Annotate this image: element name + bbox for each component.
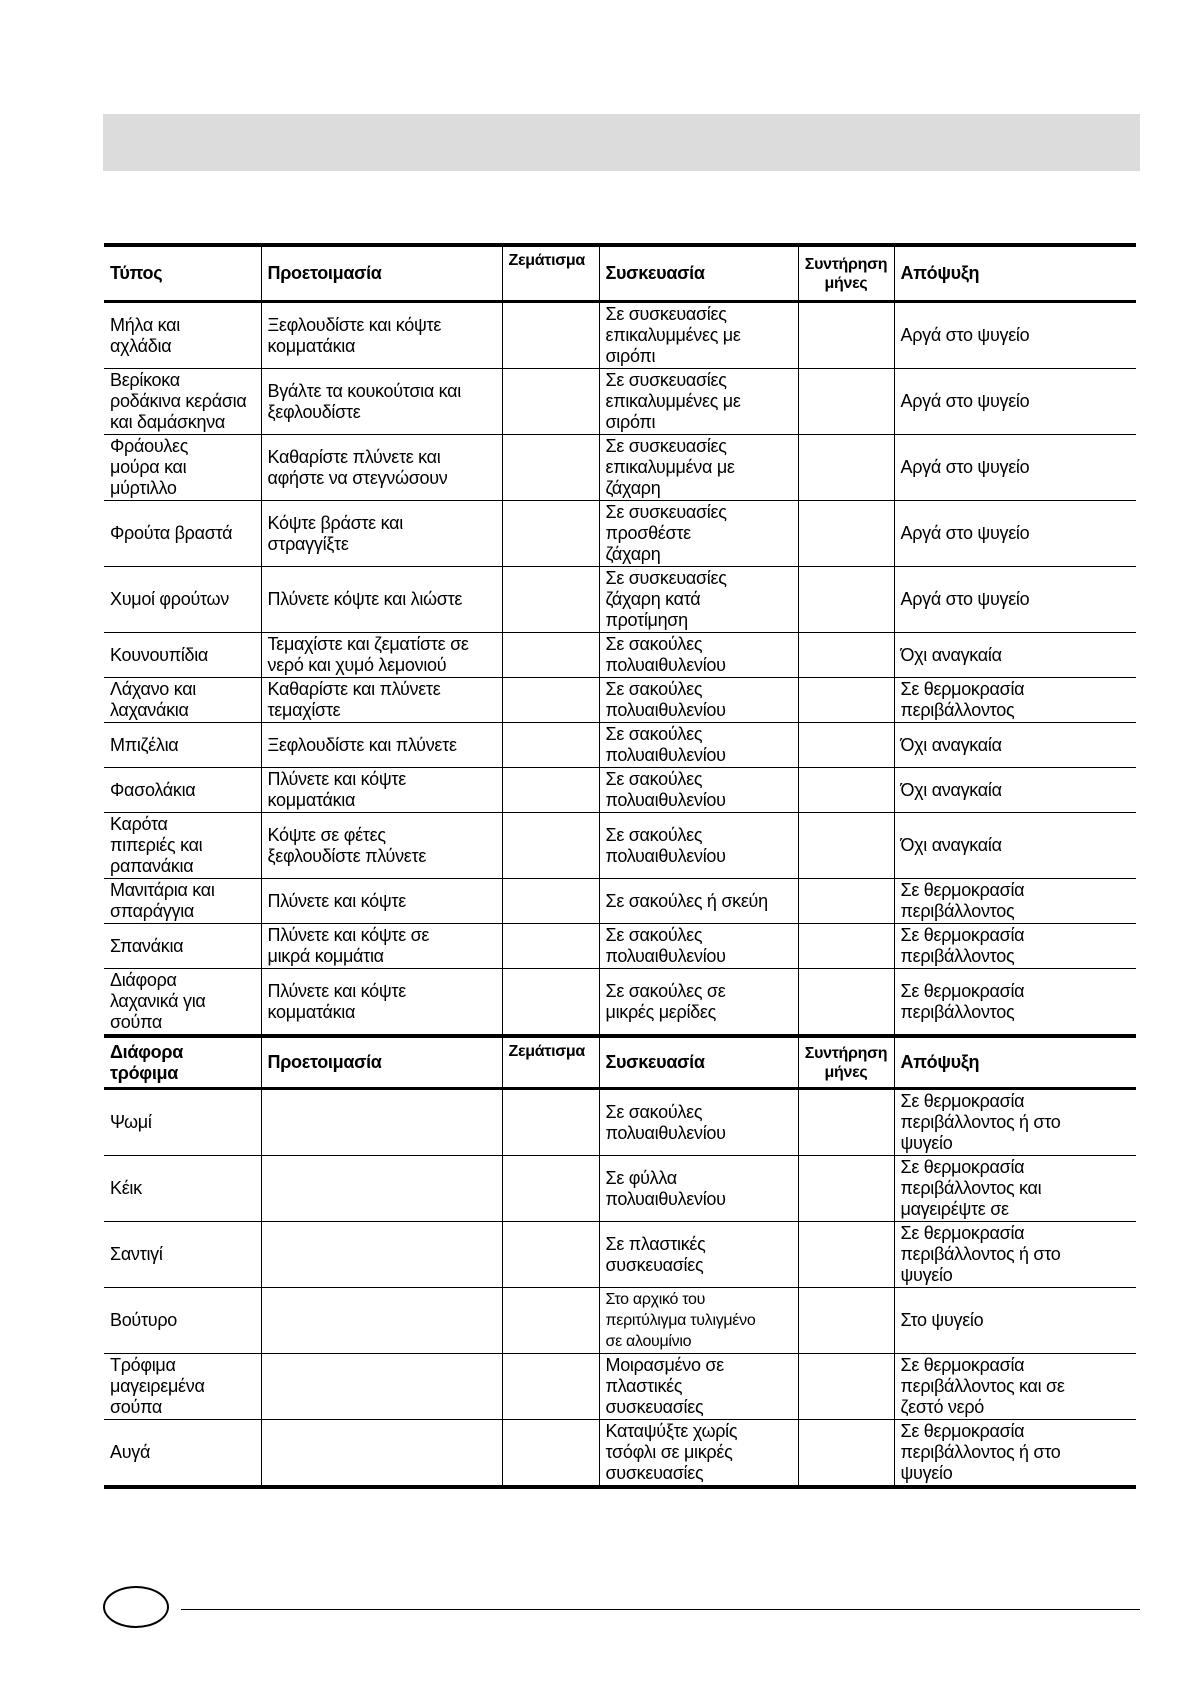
table-cell-thaw: Όχι αναγκαία — [894, 813, 1136, 879]
table-cell-pack: Σε συσκευασίες επικαλυμμένες με σιρόπι — [599, 369, 798, 435]
table-cell-thaw: Αργά στο ψυγείο — [894, 435, 1136, 501]
table-cell-prep: Καθαρίστε πλύνετε και αφήστε να στεγνώσουν — [261, 435, 502, 501]
table-row — [104, 969, 1136, 1037]
table-cell-thaw: Σε θερμοκρασία περιβάλλοντος ή στο ψυγείο — [894, 1420, 1136, 1488]
table-cell-pack: Σε συσκευασίες ζάχαρη κατά προτίμηση — [599, 567, 798, 633]
column-header: Συσκευασία — [599, 245, 798, 302]
table-cell-thaw: Σε θερμοκρασία περιβάλλοντος — [894, 969, 1136, 1037]
column-header: Ζεμάτισμα — [502, 1036, 599, 1089]
table-cell-months — [798, 567, 894, 633]
table-cell-blanch — [502, 302, 599, 369]
freezing-table-body — [104, 245, 1136, 1487]
table-cell-thaw: Σε θερμοκρασία περιβάλλοντος ή στο ψυγείο — [894, 1222, 1136, 1288]
column-header: Προετοιμασία — [261, 245, 502, 302]
table-cell-pack: Σε σακούλες σε μικρές μερίδες — [599, 969, 798, 1037]
table-cell-prep — [261, 1420, 502, 1488]
table-cell-type: Μπιζέλια — [104, 723, 261, 768]
table-cell-months — [798, 678, 894, 723]
table-row — [104, 813, 1136, 879]
table-header-row — [104, 1036, 1136, 1089]
table-cell-thaw: Στο ψυγείο — [894, 1288, 1136, 1354]
column-header: Τύπος — [104, 245, 261, 302]
table-cell-pack: Σε συσκευασίες επικαλυμμένα με ζάχαρη — [599, 435, 798, 501]
table-cell-prep — [261, 1156, 502, 1222]
table-cell-type: Μήλα και αχλάδια — [104, 302, 261, 369]
table-row — [104, 302, 1136, 369]
column-header: Προετοιμασία — [261, 1036, 502, 1089]
table-cell-pack: Σε πλαστικές συσκευασίες — [599, 1222, 798, 1288]
table-cell-type: Βερίκοκα ροδάκινα κεράσια και δαμάσκηνα — [104, 369, 261, 435]
table-cell-prep: Ξεφλουδίστε και πλύνετε — [261, 723, 502, 768]
table-cell-type: Διάφορα λαχανικά για σούπα — [104, 969, 261, 1037]
table-cell-blanch — [502, 969, 599, 1037]
table-cell-type: Λάχανο και λαχανάκια — [104, 678, 261, 723]
column-header: Συσκευασία — [599, 1036, 798, 1089]
table-cell-thaw: Σε θερμοκρασία περιβάλλοντος — [894, 924, 1136, 969]
table-row — [104, 369, 1136, 435]
table-cell-months — [798, 435, 894, 501]
freezing-table — [104, 243, 1136, 1489]
table-row — [104, 1222, 1136, 1288]
table-cell-months — [798, 369, 894, 435]
column-header: Απόψυξη — [894, 245, 1136, 302]
table-cell-months — [798, 879, 894, 924]
table-cell-prep: Πλύνετε και κόψτε κομματάκια — [261, 768, 502, 813]
table-row — [104, 1288, 1136, 1354]
table-cell-pack: Καταψύξτε χωρίς τσόφλι σε μικρές συσκευασίες — [599, 1420, 798, 1488]
table-cell-type: Ψωμί — [104, 1089, 261, 1156]
table-cell-prep — [261, 1354, 502, 1420]
table-row — [104, 435, 1136, 501]
table-cell-prep: Τεμαχίστε και ζεματίστε σε νερό και χυμό λεμονιού — [261, 633, 502, 678]
table-cell-type: Βούτυρο — [104, 1288, 261, 1354]
table-row — [104, 678, 1136, 723]
table-cell-months — [798, 501, 894, 567]
table-cell-months — [798, 1222, 894, 1288]
table-row — [104, 924, 1136, 969]
table-cell-months — [798, 723, 894, 768]
table-cell-pack: Στο αρχικό του περιτύλιγμα τυλιγμένο σε αλουμίνιο — [599, 1288, 798, 1354]
table-cell-type: Καρότα πιπεριές και ραπανάκια — [104, 813, 261, 879]
table-cell-months — [798, 1354, 894, 1420]
table-cell-pack: Σε σακούλες πολυαιθυλενίου — [599, 924, 798, 969]
table-cell-pack: Σε σακούλες πολυαιθυλενίου — [599, 813, 798, 879]
table-cell-prep: Πλύνετε και κόψτε κομματάκια — [261, 969, 502, 1037]
table-cell-type: Σαντιγί — [104, 1222, 261, 1288]
table-cell-type: Φρούτα βραστά — [104, 501, 261, 567]
table-cell-prep: Πλύνετε και κόψτε — [261, 879, 502, 924]
table-cell-blanch — [502, 879, 599, 924]
table-cell-thaw: Σε θερμοκρασία περιβάλλοντος και σε ζεστό νερό — [894, 1354, 1136, 1420]
table-cell-thaw: Αργά στο ψυγείο — [894, 501, 1136, 567]
table-cell-thaw: Σε θερμοκρασία περιβάλλοντος και μαγειρέψτε σε — [894, 1156, 1136, 1222]
table-cell-blanch — [502, 567, 599, 633]
table-cell-blanch — [502, 723, 599, 768]
table-cell-months — [798, 969, 894, 1037]
table-cell-prep: Βγάλτε τα κουκούτσια και ξεφλουδίστε — [261, 369, 502, 435]
table-cell-pack: Σε σακούλες πολυαιθυλενίου — [599, 633, 798, 678]
table-cell-prep — [261, 1089, 502, 1156]
column-header: Ζεμάτισμα — [502, 245, 599, 302]
table-cell-months — [798, 302, 894, 369]
table-row — [104, 567, 1136, 633]
table-cell-prep: Πλύνετε και κόψτε σε μικρά κομμάτια — [261, 924, 502, 969]
table-cell-prep: Ξεφλουδίστε και κόψτε κομματάκια — [261, 302, 502, 369]
table-row — [104, 501, 1136, 567]
table-cell-type: Αυγά — [104, 1420, 261, 1488]
table-cell-pack: Σε σακούλες πολυαιθυλενίου — [599, 678, 798, 723]
table-cell-prep: Κόψτε σε φέτες ξεφλουδίστε πλύνετε — [261, 813, 502, 879]
table-cell-months — [798, 1089, 894, 1156]
table-cell-thaw: Όχι αναγκαία — [894, 723, 1136, 768]
header-band — [103, 114, 1140, 171]
table-cell-months — [798, 1420, 894, 1488]
table-cell-thaw: Αργά στο ψυγείο — [894, 369, 1136, 435]
footer-rule — [181, 1609, 1140, 1610]
table-row — [104, 1089, 1136, 1156]
table-cell-type: Κουνουπίδια — [104, 633, 261, 678]
table-cell-type: Κέικ — [104, 1156, 261, 1222]
table-row — [104, 1420, 1136, 1488]
column-header: Συντήρηση μήνες — [798, 245, 894, 302]
table-cell-months — [798, 1156, 894, 1222]
table-cell-months — [798, 1288, 894, 1354]
table-cell-type: Τρόφιμα μαγειρεμένα σούπα — [104, 1354, 261, 1420]
table-cell-blanch — [502, 678, 599, 723]
table-cell-blanch — [502, 1156, 599, 1222]
table-cell-pack: Μοιρασμένο σε πλαστικές συσκευασίες — [599, 1354, 798, 1420]
table-row — [104, 879, 1136, 924]
table-cell-pack: Σε σακούλες πολυαιθυλενίου — [599, 768, 798, 813]
table-cell-blanch — [502, 924, 599, 969]
table-cell-pack: Σε φύλλα πολυαιθυλενίου — [599, 1156, 798, 1222]
table-cell-thaw: Όχι αναγκαία — [894, 633, 1136, 678]
table-cell-blanch — [502, 435, 599, 501]
table-cell-blanch — [502, 1222, 599, 1288]
table-cell-thaw: Σε θερμοκρασία περιβάλλοντος ή στο ψυγείο — [894, 1089, 1136, 1156]
table-cell-blanch — [502, 1288, 599, 1354]
table-cell-type: Φράουλες μούρα και μύρτιλλο — [104, 435, 261, 501]
table-cell-blanch — [502, 501, 599, 567]
column-header: Απόψυξη — [894, 1036, 1136, 1089]
table-cell-type: Φασολάκια — [104, 768, 261, 813]
table-cell-blanch — [502, 1089, 599, 1156]
table-cell-months — [798, 633, 894, 678]
table-cell-months — [798, 924, 894, 969]
table-row — [104, 1156, 1136, 1222]
table-cell-type: Χυμοί φρούτων — [104, 567, 261, 633]
table-cell-blanch — [502, 1354, 599, 1420]
table-cell-blanch — [502, 813, 599, 879]
table-cell-blanch — [502, 1420, 599, 1488]
table-cell-type: Μανιτάρια και σπαράγγια — [104, 879, 261, 924]
table-cell-type: Σπανάκια — [104, 924, 261, 969]
table-cell-blanch — [502, 633, 599, 678]
table-cell-blanch — [502, 768, 599, 813]
table-header-row — [104, 245, 1136, 302]
table-cell-pack: Σε συσκευασίες επικαλυμμένες με σιρόπι — [599, 302, 798, 369]
table-row — [104, 1354, 1136, 1420]
table-cell-months — [798, 813, 894, 879]
table-cell-blanch — [502, 369, 599, 435]
table-cell-prep: Καθαρίστε και πλύνετε τεμαχίστε — [261, 678, 502, 723]
table-cell-months — [798, 768, 894, 813]
table-cell-pack: Σε σακούλες πολυαιθυλενίου — [599, 1089, 798, 1156]
table-row — [104, 768, 1136, 813]
table-cell-pack: Σε σακούλες πολυαιθυλενίου — [599, 723, 798, 768]
column-header: Διάφορα τρόφιμα — [104, 1036, 261, 1089]
table-cell-thaw: Αργά στο ψυγείο — [894, 302, 1136, 369]
table-cell-pack: Σε συσκευασίες προσθέστε ζάχαρη — [599, 501, 798, 567]
table-cell-thaw: Σε θερμοκρασία περιβάλλοντος — [894, 879, 1136, 924]
table-cell-thaw: Όχι αναγκαία — [894, 768, 1136, 813]
column-header: Συντήρηση μήνες — [798, 1036, 894, 1089]
page-number-badge — [103, 1586, 169, 1628]
table-row — [104, 723, 1136, 768]
table-cell-pack: Σε σακούλες ή σκεύη — [599, 879, 798, 924]
table-cell-prep: Κόψτε βράστε και στραγγίξτε — [261, 501, 502, 567]
table-cell-prep — [261, 1288, 502, 1354]
table-cell-prep: Πλύνετε κόψτε και λιώστε — [261, 567, 502, 633]
table-row — [104, 633, 1136, 678]
table-cell-prep — [261, 1222, 502, 1288]
table-cell-thaw: Σε θερμοκρασία περιβάλλοντος — [894, 678, 1136, 723]
table-cell-thaw: Αργά στο ψυγείο — [894, 567, 1136, 633]
